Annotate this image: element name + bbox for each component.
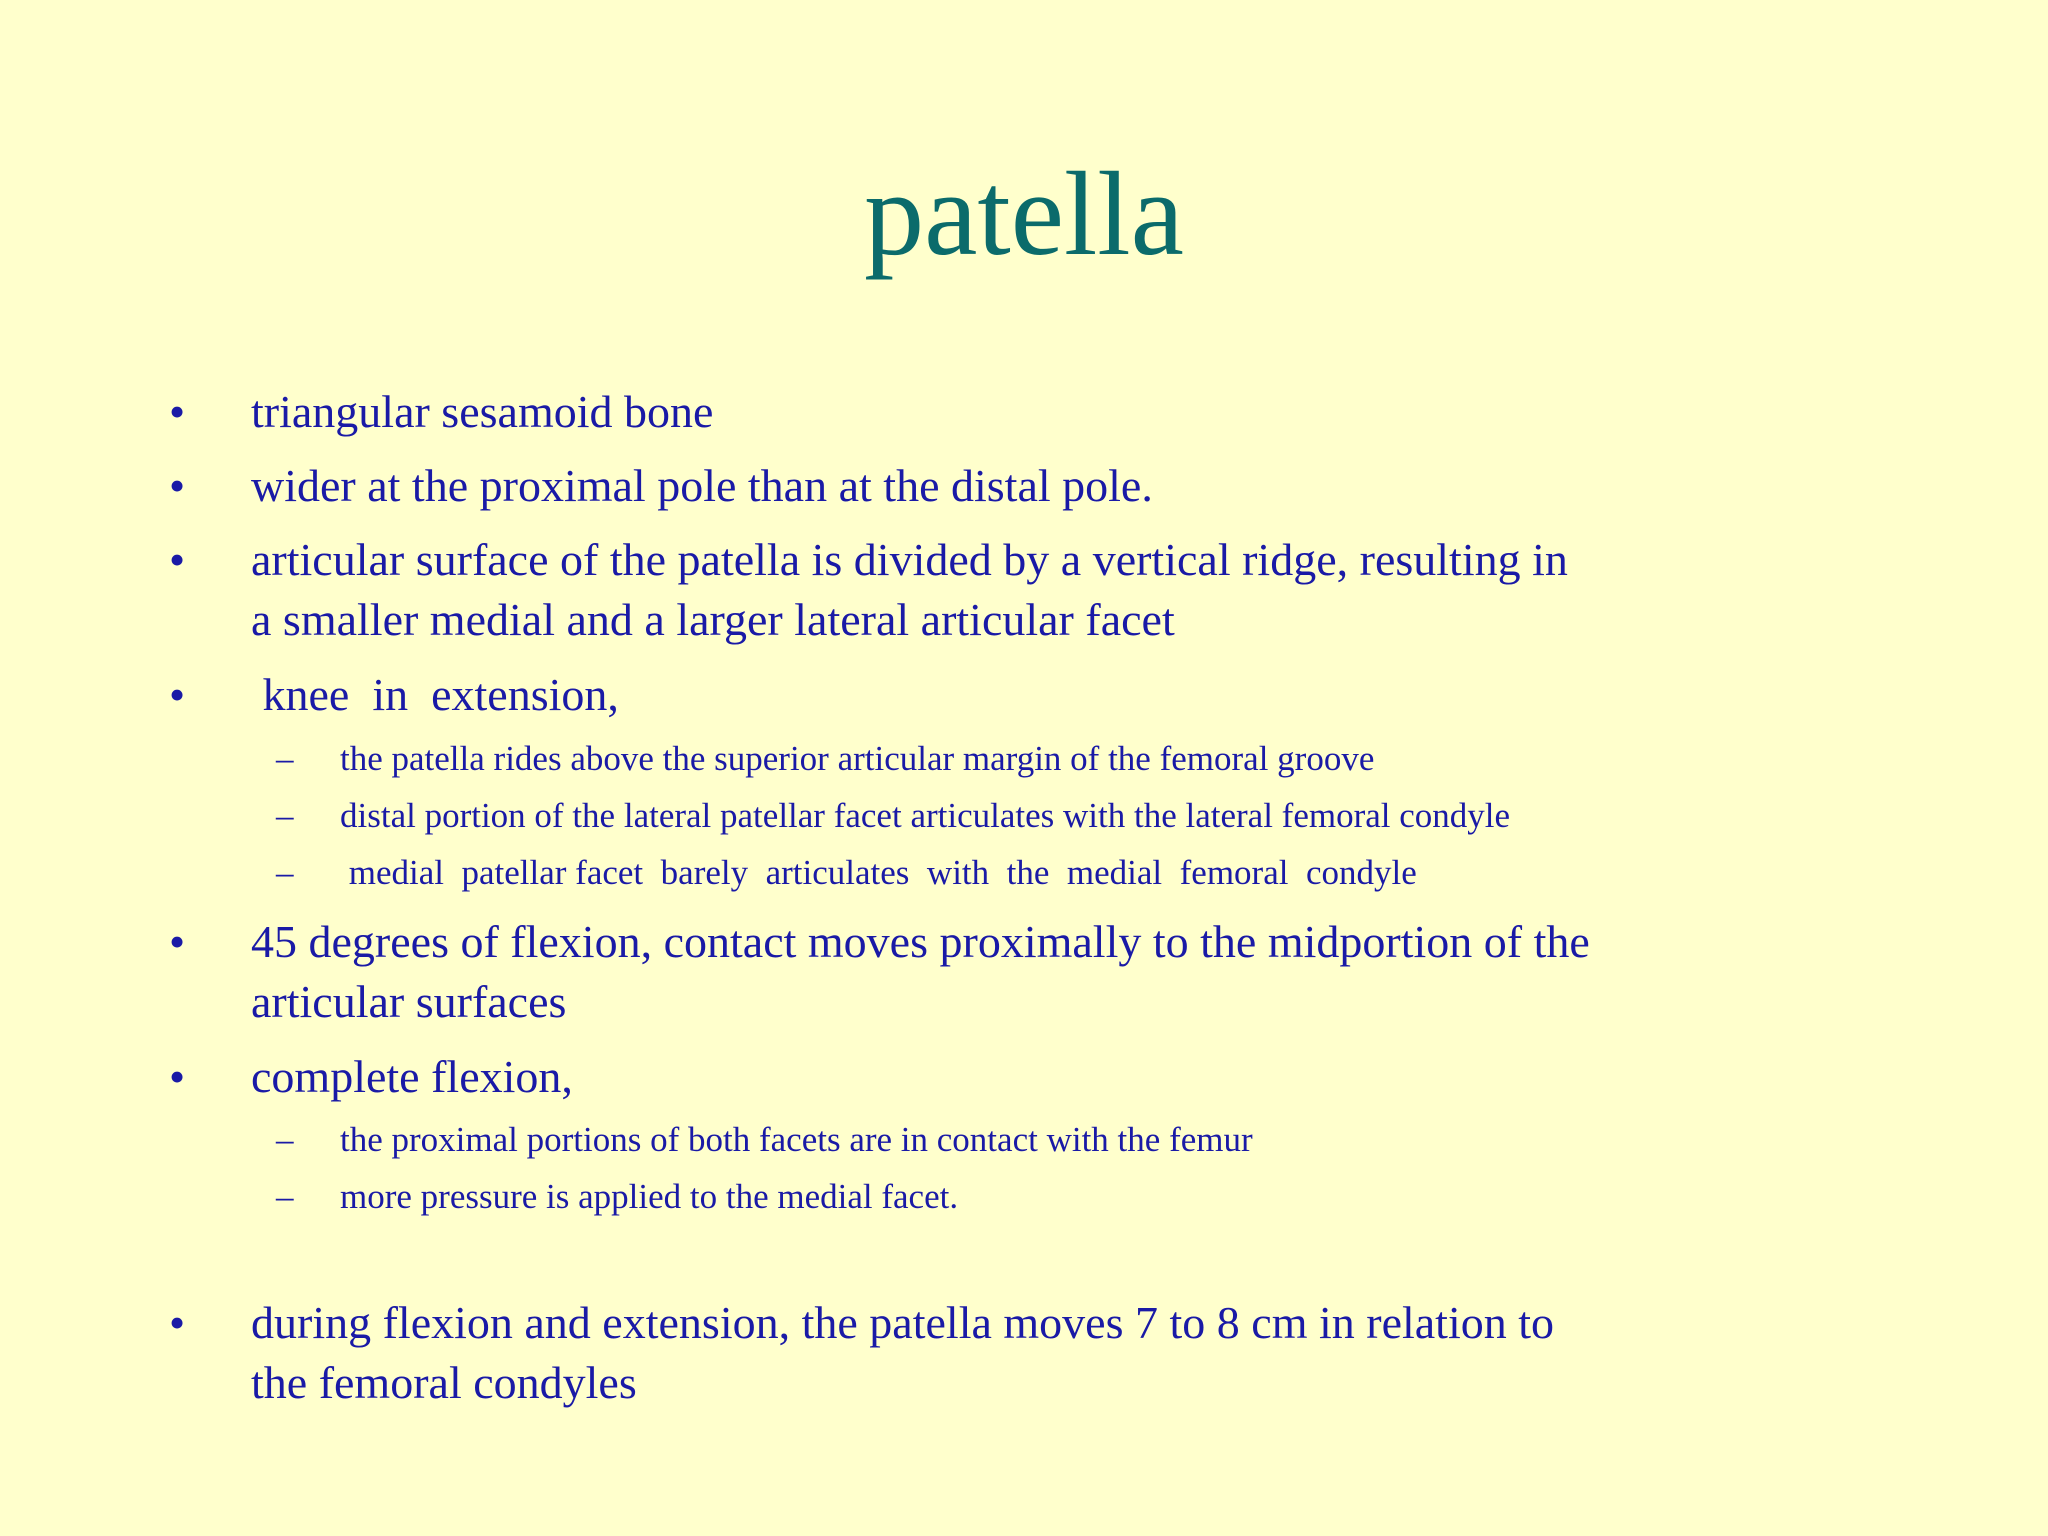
bullet-item: [169, 382, 1871, 442]
dash-icon: –: [276, 1120, 294, 1159]
sub-bullet-item: [276, 1118, 1900, 1162]
bullet-text: complete flexion,: [251, 1051, 573, 1102]
sub-bullet-item: [276, 851, 1900, 895]
dash-icon: –: [276, 796, 294, 835]
bullet-text: knee in extension,: [251, 669, 619, 720]
bullet-item: [169, 1047, 1871, 1107]
bullet-item: [169, 665, 1871, 725]
bullet-item: [169, 1293, 1871, 1413]
bullet-text-line: articular surfaces: [251, 976, 567, 1027]
bullet-icon: •: [169, 1297, 186, 1348]
bullet-text: wider at the proximal pole than at the distal pole.: [251, 460, 1153, 511]
bullet-text: triangular sesamoid bone: [251, 386, 714, 437]
bullet-icon: •: [169, 386, 186, 437]
bullet-item: [169, 530, 1871, 650]
sub-bullet-text: the proximal portions of both facets are in contact with the femur: [340, 1120, 1253, 1159]
bullet-text-line: 45 degrees of flexion, contact moves proximally to the midportion of the: [251, 916, 1590, 967]
sub-bullet-text: more pressure is applied to the medial facet.: [340, 1177, 959, 1216]
bullet-icon: •: [169, 534, 186, 585]
dash-icon: –: [276, 739, 294, 778]
sub-bullet-item: [276, 1175, 1900, 1219]
bullet-item: [169, 456, 1871, 516]
bullet-text-line: during flexion and extension, the patella moves 7 to 8 cm in relation to: [251, 1297, 1555, 1348]
sub-bullet-text: distal portion of the lateral patellar facet articulates with the lateral femoral condyle: [340, 796, 1511, 835]
bullet-icon: •: [169, 460, 186, 511]
bullet-text-line: articular surface of the patella is divided by a vertical ridge, resulting in: [251, 534, 1568, 585]
bullet-icon: •: [169, 1051, 186, 1102]
bullet-text-line: a smaller medial and a larger lateral articular facet: [251, 594, 1175, 645]
bullet-item: [169, 912, 1871, 1032]
dash-icon: –: [276, 853, 294, 892]
dash-icon: –: [276, 1177, 294, 1216]
sub-bullet-text: the patella rides above the superior articular margin of the femoral groove: [340, 739, 1375, 778]
sub-bullet-text: medial patellar facet barely articulates with the medial femoral condyle: [340, 853, 1417, 892]
slide-title: patella: [864, 147, 1184, 280]
sub-bullet-item: [276, 794, 1900, 838]
bullet-icon: •: [169, 669, 186, 720]
bullet-icon: •: [169, 916, 186, 967]
bullet-text-line: the femoral condyles: [251, 1357, 637, 1408]
sub-bullet-item: [276, 737, 1900, 781]
